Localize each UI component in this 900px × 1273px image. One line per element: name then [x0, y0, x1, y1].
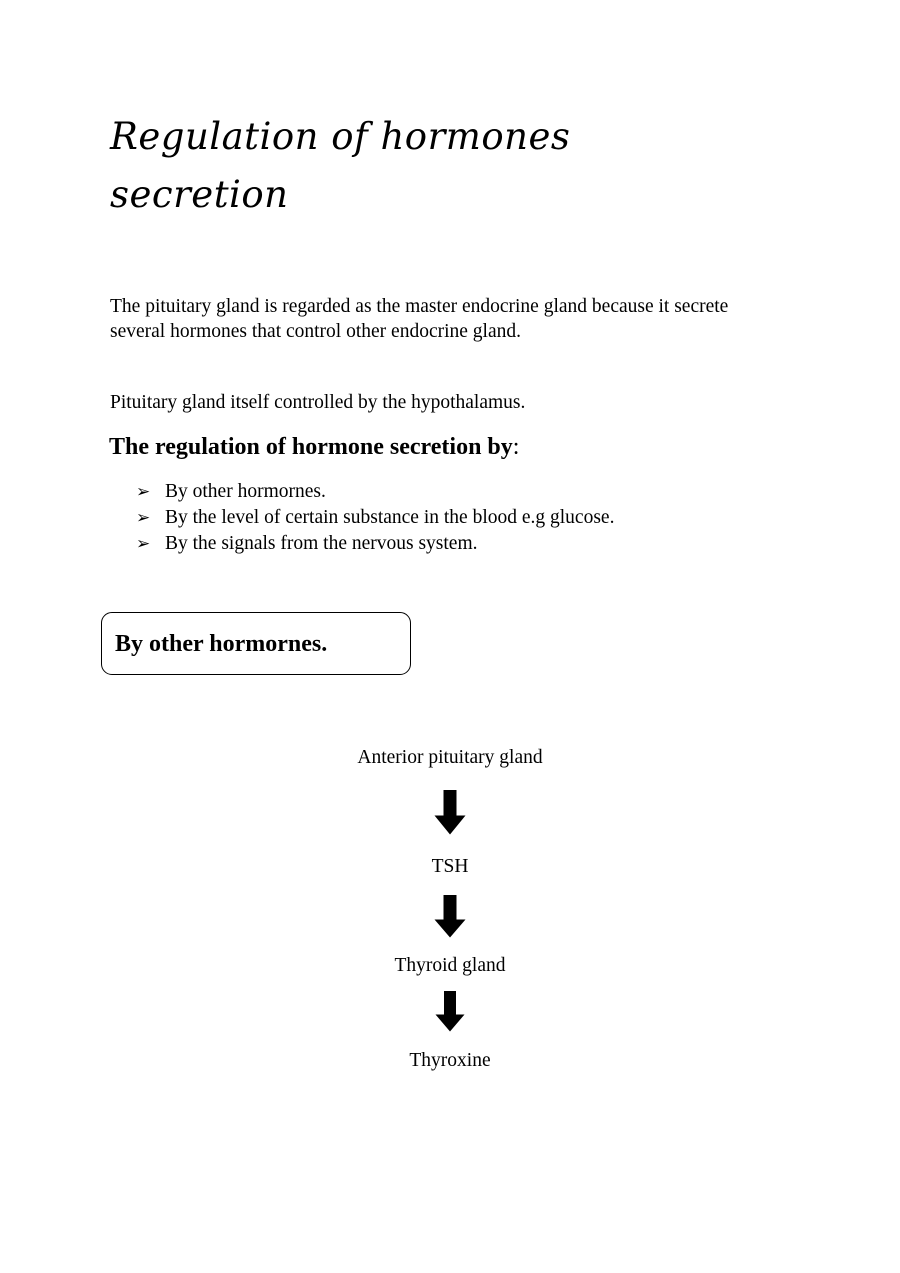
- down-arrow-icon: [434, 895, 466, 938]
- list-item-label: By the signals from the nervous system.: [165, 533, 478, 554]
- page-title-line-1: Regulation of hormones: [110, 115, 571, 158]
- flow-node-thyroid-gland: Thyroid gland: [394, 955, 506, 976]
- paragraph-hypothalamus: Pituitary gland itself controlled by the hypothalamus.: [110, 391, 526, 413]
- section-heading: [109, 431, 519, 463]
- down-arrow-icon: [435, 991, 465, 1032]
- page-title: [110, 108, 770, 224]
- page-title-line-2: secretion: [110, 173, 289, 216]
- callout-box-label: By other hormornes.: [115, 630, 328, 657]
- paragraph-intro: The pituitary gland is regarded as the master endocrine gland because it secrete several hormones that control other endocrine gland.: [110, 295, 729, 342]
- hormone-flow-diagram: [150, 745, 750, 1074]
- callout-box-by-other-hormones: [101, 612, 411, 675]
- list-item: [136, 505, 776, 531]
- flow-node-thyroxine: Thyroxine: [409, 1050, 491, 1071]
- flow-node-anterior-pituitary-gland: Anterior pituitary gland: [357, 747, 543, 768]
- list-item: [136, 479, 776, 505]
- down-arrow-icon: [434, 790, 466, 835]
- arrowhead-bullet-icon: ➢: [136, 482, 151, 502]
- arrowhead-bullet-icon: ➢: [136, 534, 151, 554]
- flow-node-tsh: TSH: [431, 856, 469, 877]
- arrowhead-bullet-icon: ➢: [136, 508, 151, 528]
- list-item-label: By the level of certain substance in the blood e.g glucose.: [165, 507, 615, 528]
- section-heading-colon: :: [512, 434, 520, 460]
- regulation-bullet-list: [136, 479, 776, 557]
- list-item-label: By other hormornes.: [165, 481, 326, 502]
- section-heading-text: The regulation of hormone secretion by: [109, 434, 513, 460]
- list-item: [136, 531, 776, 557]
